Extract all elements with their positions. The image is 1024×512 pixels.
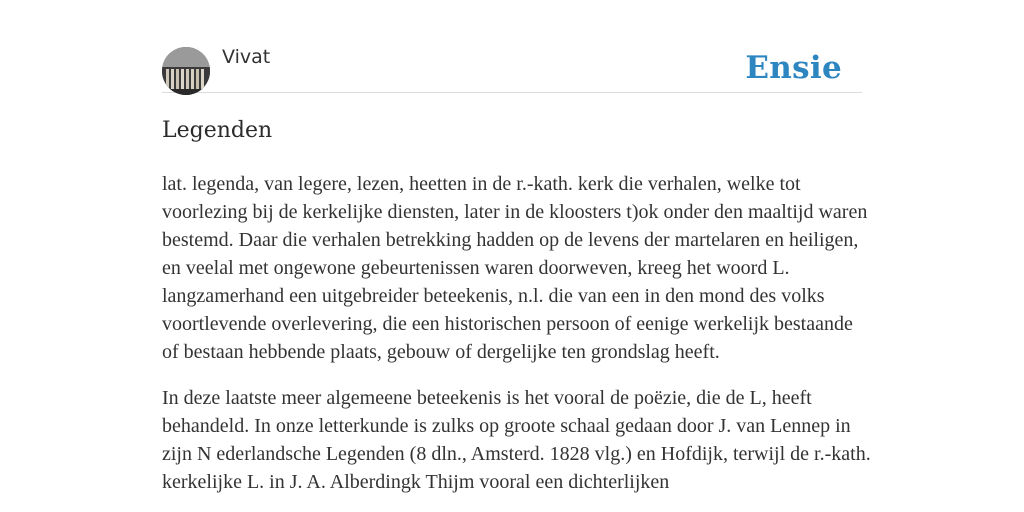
page-title: Legenden [162,118,273,143]
article-body [162,170,872,512]
article-paragraph: lat. legenda, van legere, lezen, heetten in de r.-kath. kerk die verhalen, welke tot voorlezing bij de kerkelijke diensten, later in de kloosters t)ok onder den maaltijd waren bestemd. Daar die verhalen betrekking hadden op de levens der martelaren en heiligen, en veelal met ongewone gebeurtenissen waren doorweven, kreeg het woord L. langzamerhand een uitgebreider beteekenis, n.l. die van een in den mond des volks voortlevende overlevering, die een historischen persoon of eenige werkelijk bestaande of bestaan hebbende plaats, gebouw of dergelijke ten grondslag heeft. [162,173,868,363]
site-header [162,0,862,93]
bookshelf-icon [162,47,210,95]
article-paragraph: In deze laatste meer algemeene beteekenis is het vooral de poëzie, die de L, heeft behandeld. In onze letterkunde is zulks op groote schaal gedaan door J. van Lennep in zijn N ederlandsche Legenden (8 dln., Amsterd. 1828 vlg.) en Hofdijk, terwijl de r.-kath. kerkelijke L. in J. A. Alberdingk Thijm vooral een dichterlijken [162,387,871,493]
source-avatar[interactable] [162,47,210,95]
source-name-link[interactable]: Vivat [222,46,271,68]
page-container [162,0,871,493]
brand-logo[interactable]: Ensie [745,50,842,86]
